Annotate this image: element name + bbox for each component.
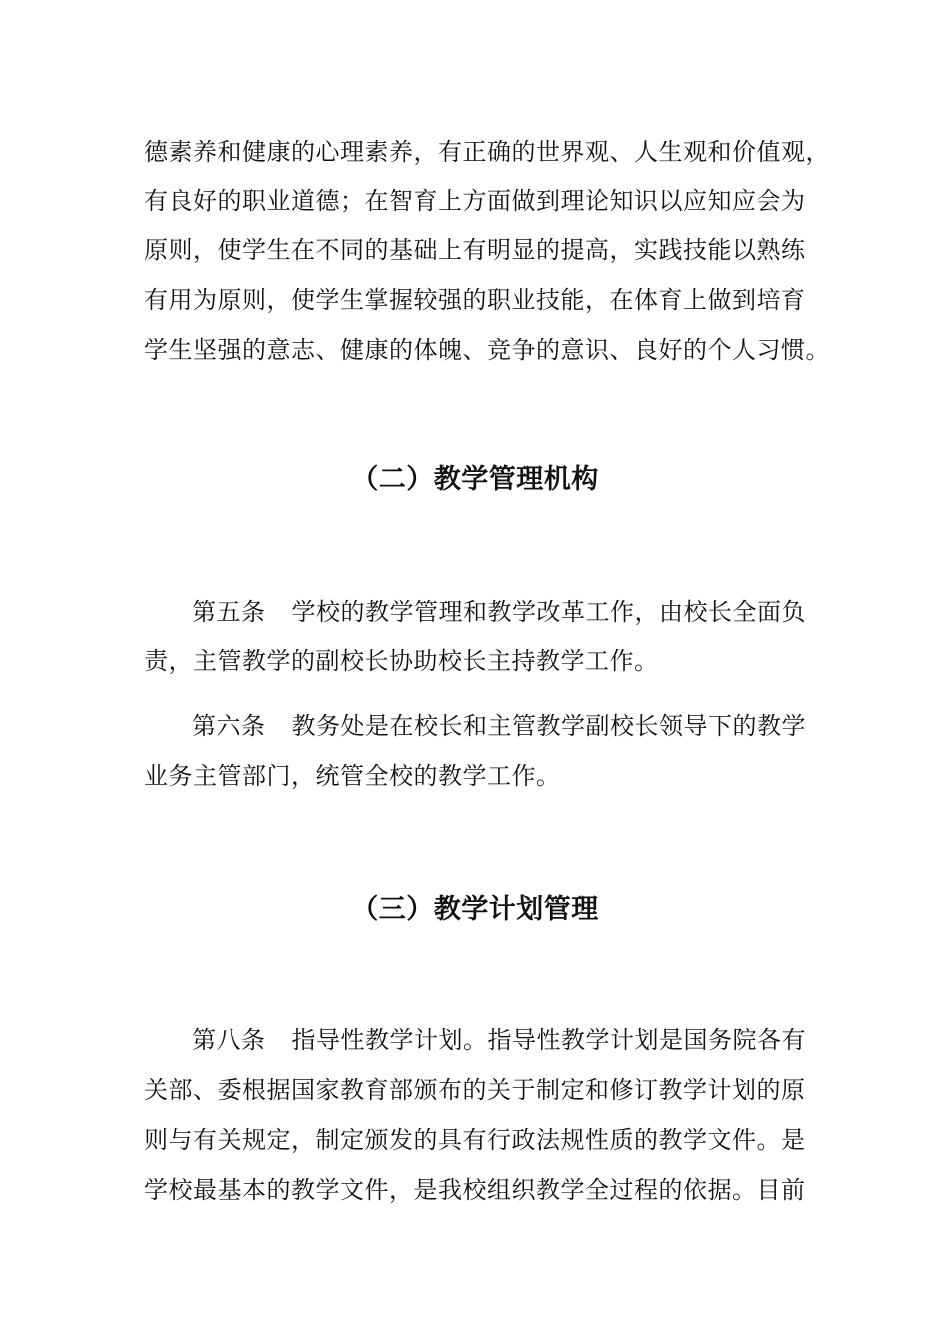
article-6-line-2: 业务主管部门，统管全校的教学工作。 [144,762,561,790]
paragraph-line: 原则，使学生在不同的基础上有明显的提高，实践技能以熟练 [144,236,806,264]
article-8-line-3: 则与有关规定，制定颁发的具有行政法规性质的教学文件。是 [144,1126,806,1154]
paragraph-line: 学生坚强的意志、健康的体魄、竞争的意识、良好的个人习惯。 [144,336,830,364]
article-text: 学校的教学管理和教学改革工作，由校长全面负 [291,598,806,626]
paragraph-line: 德素养和健康的心理素养，有正确的世界观、人生观和价值观， [144,138,830,166]
article-6-line-1 [192,710,806,742]
article-text: 教务处是在校长和主管教学副校长领导下的教学 [291,712,806,740]
article-8-line-1 [192,1024,806,1056]
article-8-line-4: 学校最基本的教学文件，是我校组织教学全过程的依据。目前 [144,1176,806,1204]
section-heading: （三）教学计划管理 [351,894,599,925]
article-label: 第六条 [192,712,266,740]
article-label: 第五条 [192,598,266,626]
article-5-line-1 [192,596,806,628]
section-heading: （二）教学管理机构 [351,464,599,495]
article-text: 指导性教学计划。指导性教学计划是国务院各有 [291,1026,806,1054]
paragraph-line: 有用为原则，使学生掌握较强的职业技能，在体育上做到培育 [144,286,806,314]
article-5-line-2: 责，主管教学的副校长协助校长主持教学工作。 [144,647,659,675]
article-8-line-2: 关部、委根据国家教育部颁布的关于制定和修订教学计划的原 [144,1076,806,1104]
paragraph-line: 有良好的职业道德；在智育上方面做到理论知识以应知应会为 [144,187,806,215]
article-label: 第八条 [192,1026,266,1054]
